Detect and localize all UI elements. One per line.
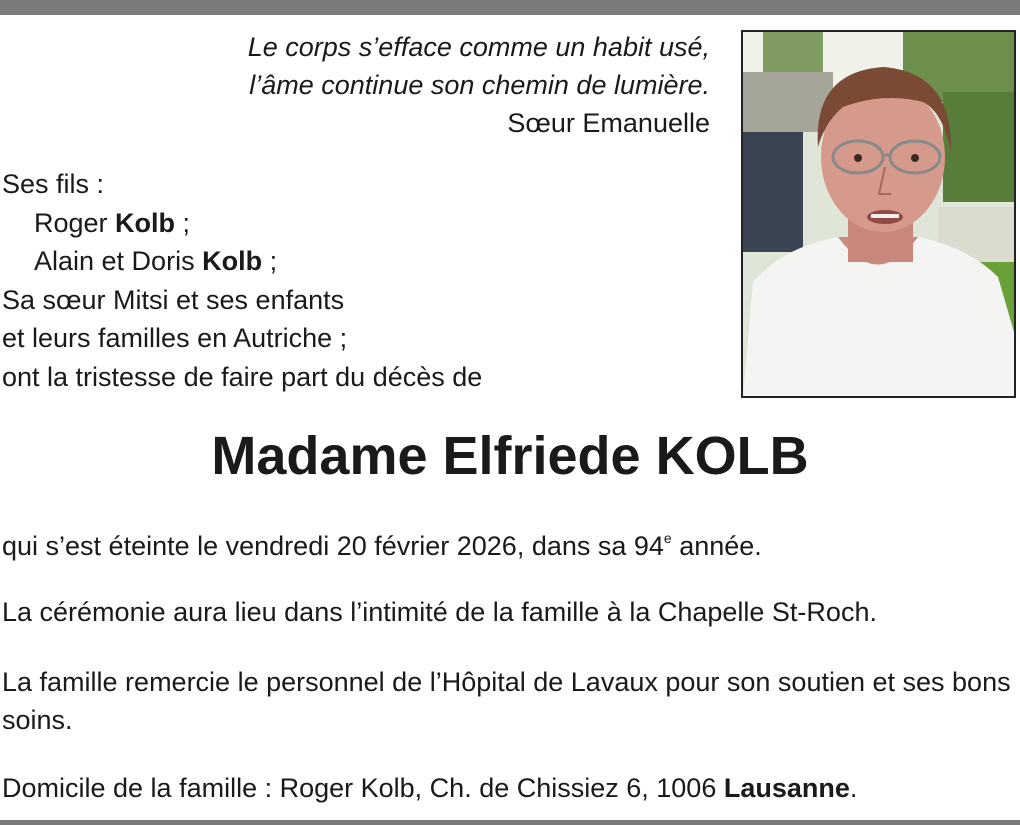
son-1-last-name: Kolb — [115, 207, 176, 238]
death-notice-end: année. — [671, 531, 762, 561]
son-2-punctuation: ; — [262, 246, 278, 277]
family-son-1 — [2, 204, 482, 243]
address-end: . — [849, 773, 858, 803]
thanks-notice: La famille remercie le personnel de l’Hôpital de Lavaux pour son soutien et ses bons soins. — [2, 667, 1011, 735]
son-1-first-name: Roger — [34, 207, 116, 238]
family-intro: Ses fils : — [2, 169, 105, 199]
epigraph-line-1: Le corps s’efface comme un habit usé, — [247, 32, 710, 62]
son-2-last-name: Kolb — [202, 246, 263, 277]
family-address — [2, 769, 857, 807]
portrait-photo — [741, 30, 1016, 398]
top-rule — [0, 0, 1020, 15]
family-announcement — [2, 165, 482, 397]
son-1-punctuation: ; — [175, 207, 191, 238]
ordinal-superscript: e — [663, 530, 672, 546]
family-announcement-line: ont la tristesse de faire part du décès de — [2, 361, 483, 392]
family-sister: Sa sœur Mitsi et ses enfants — [2, 284, 345, 315]
son-2-first-name: Alain et Doris — [34, 246, 203, 277]
address-city: Lausanne — [723, 773, 850, 803]
address-text: Domicile de la famille : Roger Kolb, Ch. de Chissiez 6, 1006 — [2, 773, 724, 803]
bottom-rule — [0, 820, 1020, 825]
ceremony-notice: La cérémonie aura lieu dans l’intimité de la famille à la Chapelle St-Roch. — [2, 597, 877, 627]
death-notice-text: qui s’est éteinte le vendredi 20 février 2026, dans sa 94 — [2, 531, 664, 561]
epigraph-line-2: l’âme continue son chemin de lumière. — [249, 70, 710, 100]
death-notice — [2, 527, 762, 565]
family-austria: et leurs familles en Autriche ; — [2, 323, 348, 354]
family-son-2 — [2, 242, 482, 281]
deceased-name: Madame Elfriede KOLB — [211, 426, 809, 486]
epigraph — [248, 28, 710, 142]
epigraph-author: Sœur Emanuelle — [507, 108, 710, 138]
